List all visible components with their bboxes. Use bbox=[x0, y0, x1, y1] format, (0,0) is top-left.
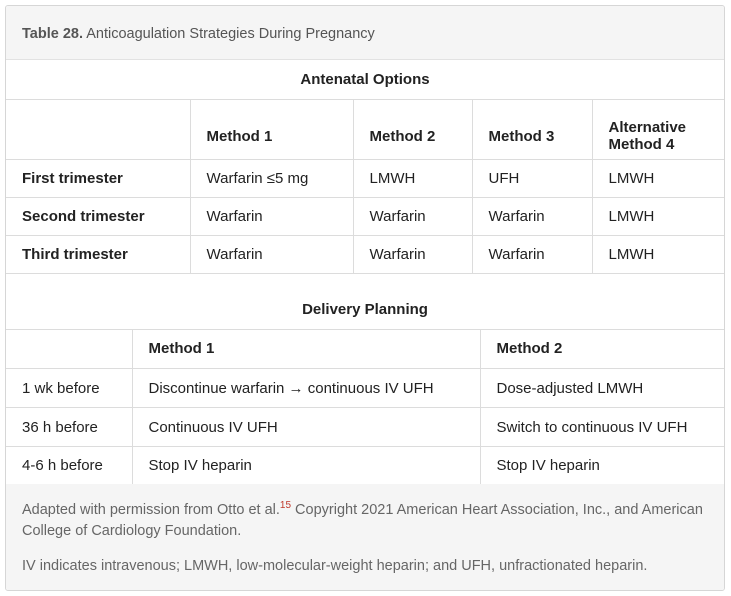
table-cell: Warfarin bbox=[190, 235, 353, 273]
abbreviations-note: IV indicates intravenous; LMWH, low-molecular-weight heparin; and UFH, unfractionated heparin. bbox=[22, 558, 648, 574]
table-cell: Continuous IV UFH bbox=[132, 408, 480, 447]
table-cell: LMWH bbox=[592, 197, 724, 235]
table-cell: Warfarin bbox=[190, 197, 353, 235]
table-row bbox=[6, 235, 724, 273]
table-title: Anticoagulation Strategies During Pregnancy bbox=[86, 26, 375, 42]
antenatal-table bbox=[6, 100, 724, 274]
table-row bbox=[6, 197, 724, 235]
table-cell: Warfarin bbox=[353, 235, 472, 273]
table-caption bbox=[6, 6, 724, 60]
table-cell: LMWH bbox=[592, 159, 724, 197]
header-cell bbox=[6, 100, 190, 159]
table-row bbox=[6, 408, 724, 447]
table-cell: Warfarin bbox=[472, 235, 592, 273]
row-header: 36 h before bbox=[6, 408, 132, 447]
table-number: Table 28. bbox=[22, 26, 83, 42]
adapted-note-text: Adapted with permission from Otto et al. bbox=[22, 502, 280, 518]
table-header-row bbox=[6, 100, 724, 159]
table-cell: Dose-adjusted LMWH bbox=[480, 369, 724, 408]
header-cell: Method 2 bbox=[353, 100, 472, 159]
header-cell: Method 2 bbox=[480, 330, 724, 369]
table-cell: Stop IV heparin bbox=[132, 447, 480, 486]
adapted-note bbox=[22, 500, 708, 542]
row-header: 1 wk before bbox=[6, 369, 132, 408]
copyright-text: Copyright 2021 American Heart Association, Inc., and American College of Cardiology Foundation. bbox=[22, 502, 703, 539]
delivery-table bbox=[6, 330, 724, 488]
header-cell: Method 3 bbox=[472, 100, 592, 159]
table-cell: UFH bbox=[472, 159, 592, 197]
row-header: Third trimester bbox=[6, 235, 190, 273]
table-header-row bbox=[6, 330, 724, 369]
table-figure bbox=[5, 5, 725, 591]
delivery-section-title: Delivery Planning bbox=[6, 274, 724, 330]
row-header: Second trimester bbox=[6, 197, 190, 235]
header-cell: Method 1 bbox=[190, 100, 353, 159]
row-header: First trimester bbox=[6, 159, 190, 197]
table-cell: LMWH bbox=[592, 235, 724, 273]
table-cell: Warfarin ≤5 mg bbox=[190, 159, 353, 197]
table-cell: LMWH bbox=[353, 159, 472, 197]
table-row bbox=[6, 159, 724, 197]
header-cell: Method 1 bbox=[132, 330, 480, 369]
table-footnotes bbox=[6, 484, 724, 590]
table-cell: Stop IV heparin bbox=[480, 447, 724, 486]
table-row bbox=[6, 369, 724, 408]
header-cell bbox=[6, 330, 132, 369]
table-row bbox=[6, 447, 724, 486]
table-cell: Discontinue warfarin → continuous IV UFH bbox=[132, 369, 480, 408]
header-cell: Alternative Method 4 bbox=[592, 100, 724, 159]
table-cell: Switch to continuous IV UFH bbox=[480, 408, 724, 447]
table-cell: Warfarin bbox=[353, 197, 472, 235]
antenatal-section-title: Antenatal Options bbox=[6, 60, 724, 100]
row-header: 4-6 h before bbox=[6, 447, 132, 486]
reference-link[interactable]: 15 bbox=[279, 500, 292, 512]
table-cell: Warfarin bbox=[472, 197, 592, 235]
